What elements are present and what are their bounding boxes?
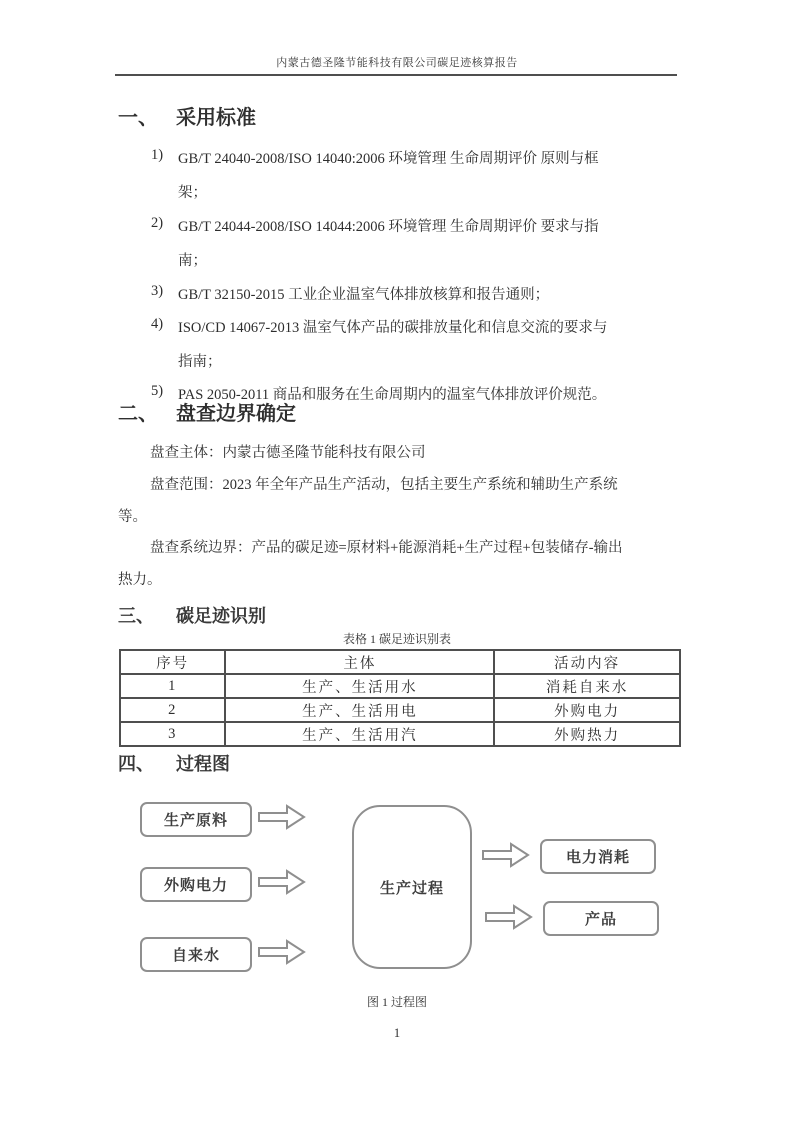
list-text: 南； [178,253,207,269]
table-caption: 表格 1 碳足迹识别表 [342,632,451,646]
diagram-output-product: 产品 [543,901,659,936]
identification-table [119,649,681,747]
flow-arrow-icon [258,939,306,965]
table-cell: 消耗自来水 [494,674,680,698]
table-row [120,722,680,746]
section-title: 过程图 [176,754,230,774]
table-cell: 生产、生活用汽 [225,722,494,746]
section-number: 二、 [118,403,158,425]
table-cell: 3 [120,722,225,746]
list-text: PAS 2050-2011 商品和服务在生命周期内的温室气体排放评价规范。 [178,387,607,403]
table-row [120,674,680,698]
section-title: 碳足迹识别 [176,606,266,626]
list-text: GB/T 24040-2008/ISO 14040:2006 环境管理 生命周期评价 原则与框 [178,151,599,167]
flow-arrow-icon [258,869,306,895]
flow-arrow-icon [258,804,306,830]
page-number: 1 [393,1026,401,1040]
section-title: 盘查边界确定 [176,403,296,425]
list-marker: 5) [151,383,164,399]
list-marker: 3) [151,283,164,299]
paragraph-text: 盘查主体：内蒙古德圣隆节能科技有限公司 [150,445,426,461]
table-cell: 外购热力 [494,722,680,746]
table-cell: 生产、生活用水 [225,674,494,698]
header-rule [115,74,677,76]
flow-arrow-icon [483,904,535,930]
section-number: 一、 [118,107,158,129]
section-title: 采用标准 [176,107,256,129]
list-text: GB/T 32150-2015 工业企业温室气体排放核算和报告通则； [178,287,550,303]
table-header-cell: 主体 [225,650,494,674]
list-text: ISO/CD 14067-2013 温室气体产品的碳排放量化和信息交流的要求与 [178,320,608,336]
diagram-output-electricity-consumption: 电力消耗 [540,839,656,874]
table-cell: 1 [120,674,225,698]
list-text: GB/T 24044-2008/ISO 14044:2006 环境管理 生命周期评价 要求与指 [178,219,599,235]
table-cell: 生产、生活用电 [225,698,494,722]
diagram-input-raw-materials: 生产原料 [140,802,252,837]
diagram-input-purchased-electricity: 外购电力 [140,867,252,902]
list-marker: 4) [151,316,164,332]
table-cell: 2 [120,698,225,722]
section-number: 四、 [118,754,154,774]
table-header-cell: 活动内容 [494,650,680,674]
list-text: 指南； [178,354,222,370]
table-row [120,698,680,722]
table-cell: 外购电力 [494,698,680,722]
list-marker: 2) [151,215,164,231]
paragraph-text: 等。 [118,509,147,525]
diagram-production-process: 生产过程 [352,805,472,969]
table-header-cell: 序号 [120,650,225,674]
paragraph-text: 盘查范围：2023 年全年产品生产活动，包括主要生产系统和辅助生产系统 [150,477,618,493]
list-text: 架； [178,185,207,201]
figure-caption: 图 1 过程图 [366,995,427,1009]
paragraph-text: 盘查系统边界：产品的碳足迹=原材料+能源消耗+生产过程+包装储存-输出 [150,540,623,556]
flow-arrow-icon [480,842,532,868]
table-header-row [120,650,680,674]
list-marker: 1) [151,147,164,163]
section-number: 三、 [118,606,154,626]
diagram-input-tap-water: 自来水 [140,937,252,972]
header-title: 内蒙古德圣隆节能科技有限公司碳足迹核算报告 [276,57,518,69]
paragraph-text: 热力。 [118,572,162,588]
